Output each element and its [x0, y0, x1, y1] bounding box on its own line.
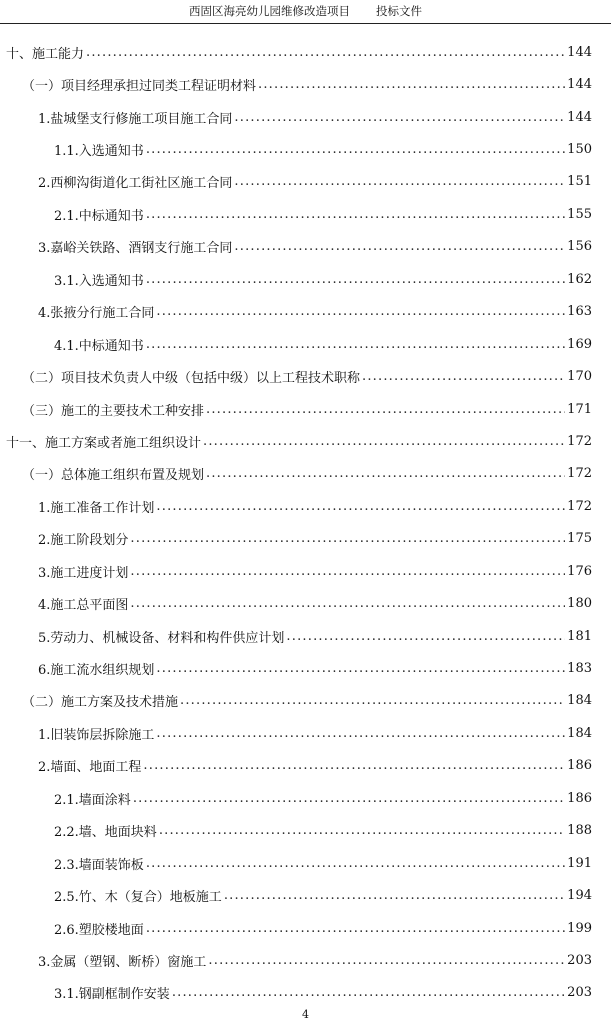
toc-entry-page: 172: [567, 433, 592, 449]
toc-entry-title: 2.西柳沟街道化工街社区施工合同: [38, 176, 233, 192]
toc-entry[interactable]: [0, 198, 611, 230]
dot-leader: [143, 758, 565, 773]
toc-entry-page: 144: [567, 44, 592, 60]
toc-entry-page: 203: [567, 952, 592, 968]
toc-entry-title: 十、施工能力: [6, 46, 85, 62]
toc-entry-page: 180: [567, 596, 592, 612]
toc-entry-page: 169: [567, 336, 592, 352]
dot-leader: [146, 207, 565, 222]
toc-entry-page: 172: [567, 498, 592, 514]
toc-entry-page: 171: [567, 401, 592, 417]
dot-leader: [130, 531, 565, 546]
dot-leader: [362, 369, 565, 384]
toc-entry-title: 4.张掖分行施工合同: [38, 306, 155, 322]
toc-entry[interactable]: [0, 166, 611, 198]
dot-leader: [146, 272, 565, 287]
toc-entry[interactable]: [0, 68, 611, 100]
toc-entry-page: 186: [567, 790, 592, 806]
toc-entry-page: 176: [567, 563, 592, 579]
toc-entry[interactable]: [0, 360, 611, 392]
dot-leader: [206, 466, 565, 481]
toc-entry-title: 2.墙面、地面工程: [38, 760, 142, 776]
page-header: [0, 0, 611, 24]
toc-entry[interactable]: [0, 393, 611, 425]
toc-entry[interactable]: [0, 231, 611, 263]
toc-entry-page: 183: [567, 661, 592, 677]
toc-entry[interactable]: [0, 815, 611, 847]
toc-entry-title: 2.1.墙面涂料: [54, 792, 131, 808]
toc-entry-title: 5.劳动力、机械设备、材料和构件供应计划: [38, 630, 285, 646]
toc-entry[interactable]: [0, 523, 611, 555]
toc-entry-page: 194: [567, 888, 592, 904]
page-number: 4: [302, 1008, 309, 1021]
dot-leader: [156, 661, 565, 676]
toc-entry-page: 162: [567, 271, 592, 287]
toc-entry[interactable]: [0, 912, 611, 944]
toc-entry-page: 186: [567, 758, 592, 774]
toc-entry[interactable]: [0, 620, 611, 652]
toc-entry[interactable]: [0, 490, 611, 522]
toc-entry-page: 155: [567, 206, 592, 222]
toc-entry[interactable]: [0, 782, 611, 814]
toc-entry-title: 4.1.中标通知书: [54, 338, 144, 354]
toc-entry[interactable]: [0, 36, 611, 68]
dot-leader: [146, 142, 565, 157]
dot-leader: [180, 693, 565, 708]
toc-entry-title: 3.1.入选通知书: [54, 273, 144, 289]
toc-entry[interactable]: [0, 587, 611, 619]
toc-entry-page: 156: [567, 239, 592, 255]
toc-entry-page: 150: [567, 142, 592, 158]
toc-entry-page: 172: [567, 466, 592, 482]
dot-leader: [146, 921, 565, 936]
toc-entry[interactable]: [0, 685, 611, 717]
dot-leader: [234, 239, 565, 254]
toc-entry[interactable]: [0, 101, 611, 133]
toc-entry-title: 1.盐城堡支行修施工项目施工合同: [38, 111, 233, 127]
toc-entry-title: 2.1.中标通知书: [54, 208, 144, 224]
dot-leader: [86, 45, 565, 60]
toc-entry-page: 170: [567, 369, 592, 385]
toc-entry-title: 1.1.入选通知书: [54, 144, 144, 160]
toc-entry-page: 151: [567, 174, 592, 190]
toc-entry-title: 2.2.墙、地面块料: [54, 825, 157, 841]
toc-entry-title: 十一、施工方案或者施工组织设计: [6, 435, 202, 451]
toc-entry-title: 3.金属（塑钢、断桥）窗施工: [38, 954, 207, 970]
dot-leader: [206, 402, 565, 417]
toc-entry-page: 144: [567, 109, 592, 125]
toc-entry-title: （一）项目经理承担过同类工程证明材料: [22, 79, 257, 95]
toc-entry[interactable]: [0, 847, 611, 879]
toc-entry[interactable]: [0, 458, 611, 490]
toc-entry[interactable]: [0, 944, 611, 976]
toc-entry-title: （一）总体施工组织布置及规划: [22, 468, 205, 484]
toc-entry-title: 4.施工总平面图: [38, 598, 129, 614]
toc-entry-title: 6.施工流水组织规划: [38, 663, 155, 679]
header-project-title: 西固区海亮幼儿园维修改造项目: [189, 4, 350, 18]
toc-entry-title: 2.3.墙面装饰板: [54, 857, 144, 873]
toc-entry-page: 163: [567, 304, 592, 320]
toc-entry[interactable]: [0, 328, 611, 360]
toc-entry[interactable]: [0, 750, 611, 782]
toc-entry[interactable]: [0, 425, 611, 457]
toc-entry-page: 188: [567, 823, 592, 839]
dot-leader: [146, 337, 565, 352]
toc-entry-title: （二）施工方案及技术措施: [22, 695, 179, 711]
toc-entry-page: 199: [567, 920, 592, 936]
dot-leader: [159, 823, 565, 838]
toc-entry[interactable]: [0, 133, 611, 165]
toc-entry[interactable]: [0, 652, 611, 684]
dot-leader: [172, 985, 565, 1000]
dot-leader: [130, 596, 565, 611]
dot-leader: [234, 110, 565, 125]
dot-leader: [208, 953, 565, 968]
header-doc-type: 投标文件: [376, 4, 422, 18]
toc-entry-title: 2.施工阶段划分: [38, 533, 129, 549]
dot-leader: [234, 174, 565, 189]
dot-leader: [146, 856, 565, 871]
table-of-contents: [0, 36, 611, 1009]
dot-leader: [203, 434, 565, 449]
toc-entry-title: 1.旧装饰层拆除施工: [38, 727, 155, 743]
dot-leader: [224, 888, 565, 903]
dot-leader: [156, 726, 565, 741]
toc-entry-title: 3.嘉峪关铁路、酒钢支行施工合同: [38, 241, 233, 257]
toc-entry[interactable]: [0, 296, 611, 328]
toc-entry-page: 144: [567, 77, 592, 93]
toc-entry[interactable]: [0, 555, 611, 587]
dot-leader: [133, 791, 565, 806]
dot-leader: [156, 304, 565, 319]
toc-entry-title: （三）施工的主要技术工种安排: [22, 403, 205, 419]
toc-entry-page: 175: [567, 531, 592, 547]
dot-leader: [156, 499, 565, 514]
toc-entry-page: 184: [567, 725, 592, 741]
toc-entry-page: 181: [567, 628, 592, 644]
toc-entry-title: 3.1.钢副框制作安装: [54, 987, 170, 1003]
toc-entry[interactable]: [0, 263, 611, 295]
toc-entry-page: 191: [567, 855, 592, 871]
dot-leader: [258, 77, 565, 92]
toc-entry-title: 2.6.塑胶楼地面: [54, 922, 144, 938]
dot-leader: [130, 564, 565, 579]
toc-entry-title: 2.5.竹、木（复合）地板施工: [54, 890, 222, 906]
toc-entry-title: （二）项目技术负责人中级（包括中级）以上工程技术职称: [22, 371, 361, 387]
toc-entry[interactable]: [0, 717, 611, 749]
toc-entry-page: 184: [567, 693, 592, 709]
dot-leader: [286, 629, 565, 644]
toc-entry-title: 1.施工准备工作计划: [38, 500, 155, 516]
toc-entry-title: 3.施工进度计划: [38, 565, 129, 581]
toc-entry[interactable]: [0, 977, 611, 1009]
toc-entry[interactable]: [0, 879, 611, 911]
toc-entry-page: 203: [567, 985, 592, 1001]
